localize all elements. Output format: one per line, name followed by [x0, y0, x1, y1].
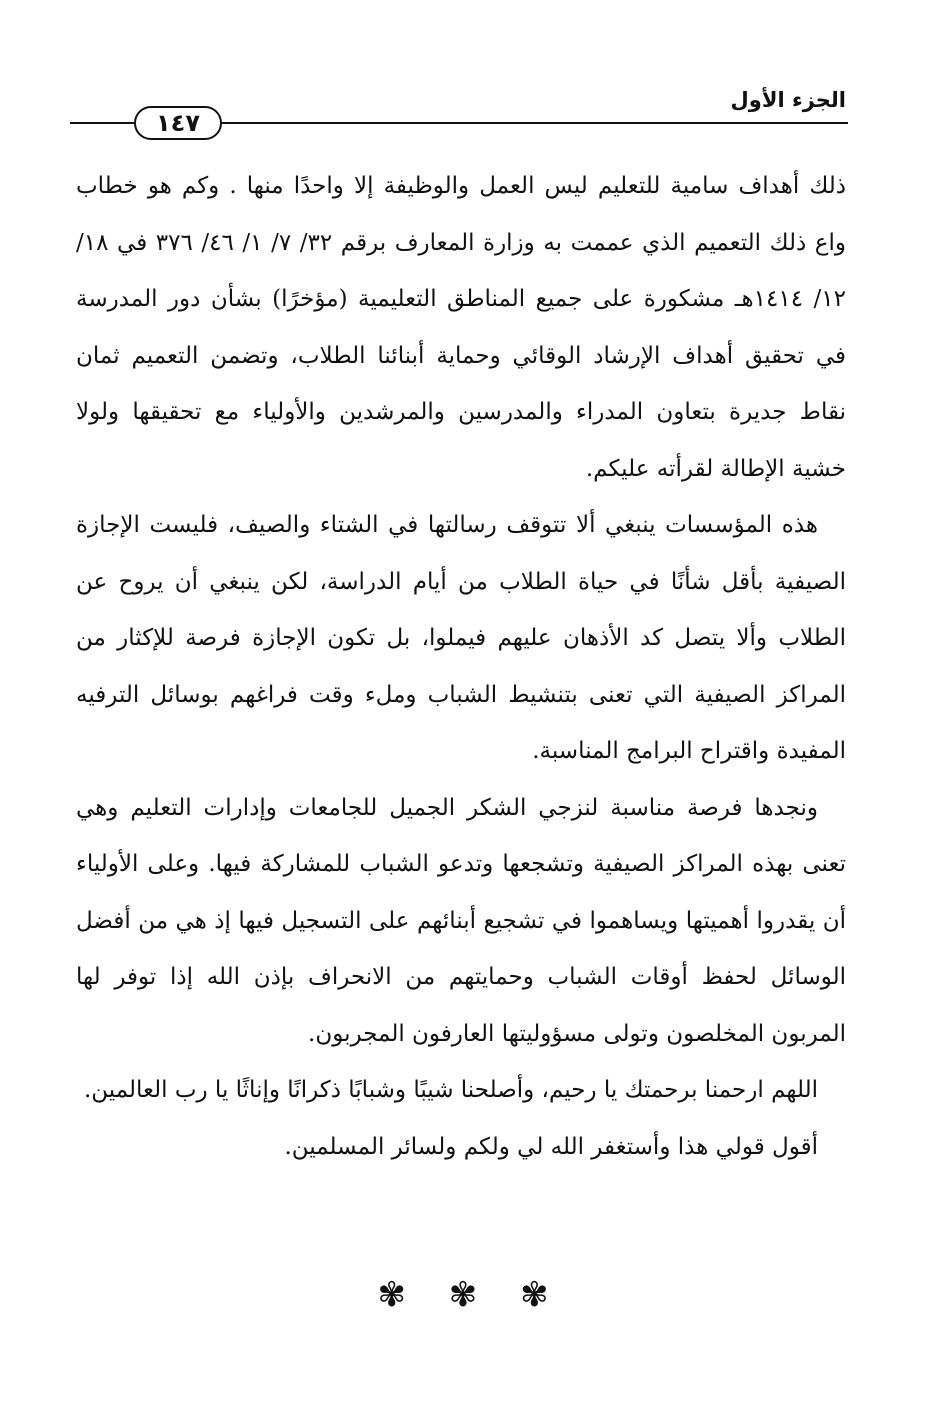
- section-end-ornaments: [0, 1275, 938, 1315]
- paragraph-5: أقول قولي هذا وأستغفر الله لي ولكم ولسائر المسلمين.: [284, 1133, 818, 1160]
- flower-ornament-icon: ✾: [377, 1275, 418, 1315]
- flower-ornament-icon: ✾: [448, 1275, 490, 1315]
- page-number: ١٤٧: [134, 106, 222, 140]
- paragraph-4: اللهم ارحمنا برحمتك يا رحيم، وأصلحنا شيبًا وشبابًا ذكرانًا وإناثًا يا رب العالمين.: [83, 1077, 818, 1103]
- paragraph-2: هذه المؤسسات ينبغي ألا تتوقف رسالتها في الشتاء والصيف، فليست الإجازة الصيفية بأقل شأنًا في حياة الطلاب من أيام الدراسة، لكن ينبغي أن يروح عن الطلاب وألا يتصل كد الأذهان عليهم فيملوا، بل تكون الإجازة فرصة للإكثار من المراكز الصيفية التي تعنى بتنشيط الشباب وملء وقت فراغهم بوسائل الترفيه المفيدة واقتراح البرامج المناسبة.: [76, 512, 846, 764]
- running-title: الجزء الأول: [730, 88, 846, 112]
- paragraph-1: ذلك أهداف سامية للتعليم ليس العمل والوظيفة إلا واحدًا منها . وكم هو خطاب واع ذلك التعميم الذي عممت به وزارة المعارف برقم ٣٢/ ٧/ ١/ ٤٦/ ٣٧٦ في ١٨/ ١٢/ ١٤١٤هـ مشكورة على جميع المناطق التعليمية (مؤخرًا) بشأن دور المدرسة في تحقيق أهداف الإرشاد الوقائي وحماية أبنائنا الطلاب، وتضمن التعميم ثمان نقاط جديرة بتعاون المدراء والمدرسين والمرشدين والأولياء مع تحقيقها ولولا خشية الإطالة لقرأته عليكم.: [76, 173, 847, 482]
- flower-ornament-icon: ✾: [520, 1275, 561, 1315]
- body-text: [76, 158, 846, 1175]
- page-header: [70, 84, 848, 137]
- paragraph-3: ونجدها فرصة مناسبة لنزجي الشكر الجميل للجامعات وإدارات التعليم وهي تعنى بهذه المراكز الصيفية وتشجعها وتدعو الشباب للمشاركة فيها. وعلى الأولياء أن يقدروا أهميتها ويساهموا في تشجيع أبنائهم على التسجيل فيها إذ هي من أفضل الوسائل لحفظ أوقات الشباب وحمايتهم من الانحراف بإذن الله إذا توفر لها المربون المخلصون وتولى مسؤوليتها العارفون المجربون.: [76, 794, 846, 1047]
